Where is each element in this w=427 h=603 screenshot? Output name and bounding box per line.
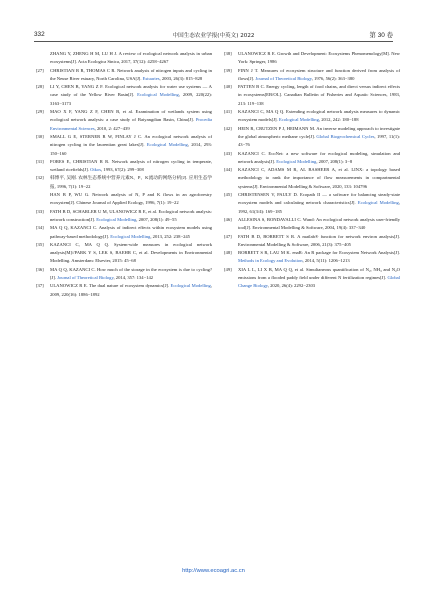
- reference-entry: [36, 108, 212, 133]
- reference-number: [28]: [36, 84, 44, 90]
- reference-text: [238, 150, 400, 167]
- reference-citation: FATH B D, SCHARLER U M, ULANOWICZ R E, et al. Ecological network analysis: network construction[J].: [50, 208, 212, 222]
- reference-entry: [224, 249, 400, 266]
- reference-citation: ALLESINA S, BONDAVALLI C. Wand: An ecological network analysis user-friendly tool[J]. Environmental Modelling & Software, 2004, 19(4): 337−340: [238, 216, 400, 231]
- journal-link[interactable]: Global Change Biology: [238, 275, 400, 289]
- reference-number: [44]: [224, 167, 232, 173]
- journal-link[interactable]: Ecological Modelling: [137, 92, 179, 98]
- reference-citation: MA Q Q, KAZANCI C. Analysis of indirect effects within ecosystem models using pathway-based methodology[J].: [50, 225, 212, 239]
- reference-text: [50, 208, 212, 225]
- reference-citation: ULANOWICZ R E. Growth and Development: Ecosystems Phenomenology[M]. New York: Springer, 1986: [238, 51, 400, 65]
- reference-entry: [36, 191, 212, 208]
- reference-number: [36, 50, 50, 67]
- reference-entry: [224, 108, 400, 125]
- journal-link[interactable]: Methods in Ecology and Evolution: [238, 258, 303, 264]
- reference-volume-pages: , 2009, 220(22): 3163−3173: [50, 92, 212, 106]
- reference-text: [50, 108, 212, 133]
- reference-entry: [36, 266, 212, 283]
- reference-text: [50, 224, 212, 241]
- journal-title: 中国生态农业学报(中英文) 2022: [172, 32, 255, 39]
- journal-link[interactable]: Estuaries: [142, 75, 160, 81]
- reference-citation: MAO X F, YANG Z F, CHEN B, et al. Examination of wetlands system using ecological network analysis: a case study of Baiyangdian Basin, China[J].: [50, 109, 212, 123]
- journal-link[interactable]: Ecological Modelling: [276, 158, 317, 164]
- reference-citation: ZHANG Y, ZHENG H M, LU H J. A review of ecological network analysis in urban ecosystems[J]. Acta Ecologica Sinica, 2017, 37(12): 4258−4267: [50, 51, 212, 65]
- reference-citation: KAZANCI C. EcoNet: a new software for ecological modeling, simulation and network analysis[J].: [238, 150, 400, 164]
- reference-entry: [224, 266, 400, 291]
- reference-citation: HAN B P, WU G. Network analysis of N, P and K flows in an agroforestry ecosystem[J]. Chinese Journal of Applied Ecology, 1996, 7(1): 19−22: [50, 192, 212, 206]
- reference-citation: ULANOWICZ R E. The dual nature of ecosystem dynamics[J].: [50, 283, 171, 289]
- reference-number: [45]: [224, 192, 232, 198]
- reference-number: [40]: [224, 84, 232, 90]
- reference-entry: [224, 191, 400, 216]
- reference-volume-pages: , 1993, 67(2): 299−308: [101, 167, 144, 173]
- reference-number: [39]: [224, 67, 232, 73]
- reference-number: [43]: [224, 150, 232, 156]
- reference-volume-pages: , 2020, 26(4): 2292−2303: [267, 283, 316, 289]
- journal-url-link[interactable]: http://www.ecoagri.ac.cn: [182, 568, 245, 574]
- journal-link[interactable]: Procedia Environmental Sciences: [50, 117, 212, 131]
- reference-text: [238, 83, 400, 108]
- reference-entry: [224, 125, 400, 150]
- journal-link[interactable]: Ecological Modelling: [278, 117, 319, 123]
- reference-citation: KAZANCI C, ADAMS M R, AL BASHEER A, et al. LINX: a topology based methodology to rank the importance of flow measurements in compartmental systems[J]. Environmental Modelling & Software, 2020, 133: 104796: [238, 167, 400, 189]
- reference-number: [37]: [36, 283, 44, 289]
- reference-number: [27]: [36, 67, 44, 73]
- journal-link[interactable]: Journal of Theoretical Biology: [57, 275, 114, 281]
- reference-text: [238, 50, 400, 67]
- references-right-column: [224, 50, 400, 291]
- reference-number: [42]: [224, 125, 232, 131]
- reference-text: [238, 108, 400, 125]
- reference-citation: LI Y, CHEN B, YANG Z F. Ecological network analysis for water use systems — A case study of the Yellow River Basin[J].: [50, 84, 212, 98]
- reference-entry: [36, 241, 212, 266]
- reference-entry: [36, 133, 212, 158]
- reference-text: [50, 174, 212, 191]
- reference-citation: FATH B D, BORRETT S R. A matlab® function for network environ analysis[J]. Environmental Modelling & Software, 2006, 21(3): 375−405: [238, 233, 400, 247]
- reference-volume-pages: , 2009, 220(16): 1886−1892: [50, 283, 212, 297]
- reference-text: [238, 266, 400, 291]
- reference-number: [32]: [36, 175, 44, 181]
- journal-link[interactable]: Ecological Modelling: [96, 216, 137, 222]
- volume-label: 第 30 卷: [369, 32, 393, 39]
- journal-link[interactable]: Oikos: [90, 167, 102, 173]
- reference-volume-pages: , 2010, 2: 427−439: [94, 125, 130, 131]
- journal-link[interactable]: Ecological Modelling: [170, 283, 211, 289]
- reference-volume-pages: , 2012, 242: 180−188: [318, 117, 359, 123]
- journal-link[interactable]: Journal of Theoretical Biology: [255, 75, 312, 81]
- reference-citation: FORES E, CHRISTIAN R R. Network analysis of nitrogen cycling in temperate, wetland ricefields[J].: [50, 158, 212, 173]
- reference-text: [238, 191, 400, 216]
- journal-link[interactable]: Global Biogeochemical Cycles: [316, 133, 375, 139]
- references-left-column: [36, 50, 212, 299]
- reference-citation: CHRISTIAN R R, THOMAS C R. Network analysis of nitrogen inputs and cycling in the Neuse River estuary, North Carolina, USA[J].: [50, 67, 212, 81]
- reference-text: [50, 158, 212, 175]
- reference-entry: [224, 150, 400, 167]
- reference-number: [35]: [36, 241, 44, 247]
- reference-text: [238, 216, 400, 233]
- reference-entry: [36, 67, 212, 84]
- reference-volume-pages: , 2007, 208(1): 49−55: [136, 216, 177, 222]
- page-number: 332: [34, 31, 45, 38]
- reference-volume-pages: , 2013, 252: 238−245: [150, 233, 190, 239]
- reference-citation: XIA L L, LI X B, MA Q Q, et al. Simultaneous quantification of N₂, NH₃ and N₂O emissions from a flooded paddy field under different N fertilization regimes[J].: [238, 266, 400, 281]
- reference-number: [36]: [36, 266, 44, 272]
- reference-text: [50, 83, 212, 108]
- reference-text: [50, 133, 212, 158]
- reference-volume-pages: , 1976, 56(2): 363−380: [311, 75, 355, 81]
- reference-citation: HEIN R, CRUTZEN P J, HEIMANN M. An inverse modeling approach to investigate the global atmospheric methane cycle[J].: [238, 125, 400, 139]
- reference-entry: [224, 166, 400, 191]
- reference-text: [50, 67, 212, 84]
- reference-entry: [36, 282, 212, 299]
- reference-citation: 韩博平, 吴刚. 农林生态系统中营养元素N、P、K流动的网络分析[J]. 应用生态学报, 1996, 7(1): 19−22: [50, 175, 212, 189]
- journal-link[interactable]: Ecological Modelling: [146, 142, 188, 148]
- reference-entry: [36, 158, 212, 175]
- reference-entry: [36, 174, 212, 191]
- reference-number: [49]: [224, 266, 232, 272]
- reference-entry: [36, 83, 212, 108]
- reference-text: [50, 282, 212, 299]
- reference-citation: BORRETT S R, LAU M K. enaR: An R package for Ecosystem Network Analysis[J].: [238, 250, 400, 256]
- reference-entry: [224, 233, 400, 250]
- reference-number: [48]: [224, 250, 232, 256]
- reference-citation: FINN J T. Measures of ecosystem structure and function derived from analysis of flows[J].: [238, 67, 400, 81]
- reference-entry: [36, 224, 212, 241]
- reference-citation: PATTEN B C. Energy cycling, length of food chains, and direct versus indirect effects in ecosystems[EB/OL]. Canadian Bulletin of Fisheries and Aquatic Sciences, 1983, 213: 119−138: [238, 84, 400, 106]
- reference-citation: MA Q Q, KAZANCI C. How much of the storage in the ecosystem is due to cycling?[J].: [50, 266, 212, 281]
- reference-text: [238, 249, 400, 266]
- reference-number: [46]: [224, 216, 232, 222]
- reference-entry: [224, 67, 400, 84]
- reference-number: [38]: [224, 51, 232, 56]
- reference-entry: [224, 216, 400, 233]
- reference-citation: KAZANCI C, MA Q Q. Extending ecological network analysis measures to dynamic ecosystem models[J].: [238, 109, 400, 123]
- reference-citation: SMALL G E, STERNER R W, FINLAY J C. An ecological network analysis of nitrogen cycling in the laurentian great lakes[J].: [50, 133, 212, 148]
- reference-entry: [36, 208, 212, 225]
- page-header: [34, 28, 393, 42]
- reference-number: [33]: [36, 208, 44, 214]
- reference-text: [50, 191, 212, 208]
- journal-link[interactable]: Ecological Modelling: [357, 200, 399, 206]
- reference-volume-pages: , 2003, 26(3): 815−828: [159, 75, 203, 81]
- reference-number: [29]: [36, 109, 44, 115]
- reference-entry: [224, 83, 400, 108]
- reference-text: [50, 50, 212, 67]
- reference-citation: CHRISTENSEN V, PAULY D. Ecopath II — a software for balancing steady-state ecosystem models and calculating network characteristics[J].: [238, 192, 400, 206]
- reference-number: [30]: [36, 133, 44, 139]
- reference-text: [238, 125, 400, 150]
- reference-number: [36, 191, 50, 208]
- reference-text: [238, 166, 400, 191]
- reference-text: [238, 67, 400, 84]
- journal-link[interactable]: Ecological Modelling: [110, 233, 151, 239]
- reference-number: [47]: [224, 233, 232, 239]
- reference-citation: KAZANCI C, MA Q Q. System-wide measures in ecological network analysis[M]//PARK Y S, LEK S, BAEHR C, et al. Developments in Environmental Modelling. Amsterdam: Elsevier, 2015: 45−68: [50, 241, 212, 264]
- reference-volume-pages: , 2014, 5(11): 1206−1213: [302, 258, 350, 264]
- reference-text: [238, 233, 400, 250]
- reference-number: [31]: [36, 158, 44, 164]
- reference-volume-pages: , 2014, 357: 134−142: [113, 275, 154, 281]
- reference-text: [50, 241, 212, 266]
- reference-volume-pages: , 1997, 11(1): 43−76: [238, 133, 400, 148]
- reference-number: [34]: [36, 225, 44, 231]
- reference-text: [50, 266, 212, 283]
- reference-entry: [224, 50, 400, 67]
- reference-volume-pages: , 1992, 61(3/4): 169−185: [238, 200, 400, 214]
- reference-entry: [36, 50, 212, 67]
- reference-volume-pages: , 2014, 293: 150−160: [50, 142, 212, 156]
- reference-number: [41]: [224, 109, 232, 115]
- reference-volume-pages: , 2007, 208(1): 3−8: [316, 158, 353, 164]
